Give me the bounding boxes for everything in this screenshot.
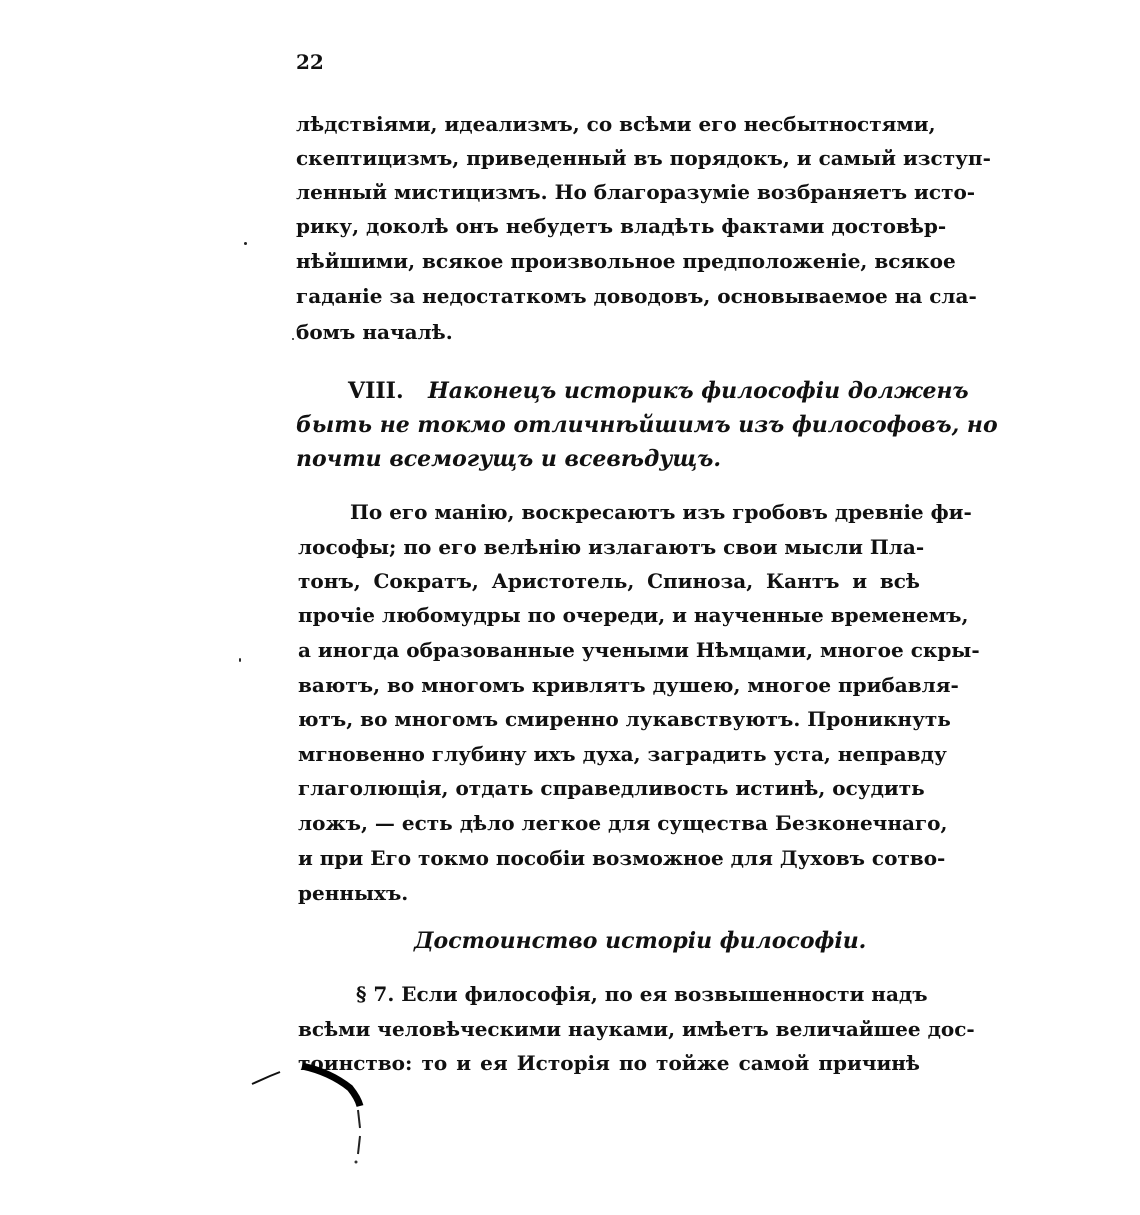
heading-numeral: VIII. [348, 378, 404, 404]
text-line: ютъ, во многомъ смиренно лукавствуютъ. Проникнуть [298, 707, 951, 731]
text-line: тонъ, Сократъ, Аристотель, Спиноза, Кантъ и всѣ [298, 569, 920, 593]
text-line: глаголющія, отдать справедливость истинѣ, осудить [298, 776, 925, 800]
text-line: По его манію, воскресаютъ изъ гробовъ древніе фи- [350, 500, 972, 524]
text-line: ложъ, — есть дѣло легкое для существа Безконечнаго, [298, 811, 948, 835]
heading-line: Наконецъ историкъ философіи долженъ [428, 378, 969, 404]
page-number: 22 [296, 50, 324, 74]
text-line: ваютъ, во многомъ кривлятъ душею, многое прибавля- [298, 673, 959, 697]
text-line: рику, доколѣ онъ небудетъ владѣть фактами достовѣр- [296, 214, 947, 238]
text-line: мгновенно глубину ихъ духа, заградить уста, неправду [298, 742, 947, 766]
text-line: лософы; по его велѣнію излагаютъ свои мысли Пла- [298, 535, 925, 559]
ink-speck [292, 338, 294, 340]
text-line: всѣми человѣческими науками, имѣетъ величайшее дос- [298, 1017, 975, 1041]
text-line: нѣйшими, всякое произвольное предположеніе, всякое [296, 249, 956, 273]
section-title: Достоинство исторіи философіи. [414, 928, 867, 954]
text-line: гаданіе за недостаткомъ доводовъ, основываемое на сла- [296, 284, 977, 308]
heading-line: быть не токмо отличнѣйшимъ изъ философовъ, но [296, 412, 998, 438]
text-line: бомъ началѣ. [296, 320, 453, 344]
text-line: ленный мистицизмъ. Но благоразуміе возбраняетъ исто- [296, 180, 976, 204]
text-line: скептицизмъ, приведенный въ порядокъ, и самый изступ- [296, 146, 991, 170]
text-line: § 7. Если философія, по ея возвышенности надъ [356, 982, 928, 1006]
text-line: а иногда образованные учеными Нѣмцами, многое скры- [298, 638, 980, 662]
heading-line: почти всемогущъ и всевѣдущъ. [296, 446, 722, 472]
text-line: ренныхъ. [298, 881, 409, 905]
ink-smudge [250, 1058, 380, 1168]
ink-speck [239, 658, 241, 662]
text-line: прочіе любомудры по очереди, и наученные временемъ, [298, 603, 969, 627]
text-line: тоинство: то и ея Исторія по тойже самой причинѣ [298, 1051, 920, 1075]
ink-speck [244, 242, 247, 245]
text-line: лѣдствіями, идеализмъ, со всѣми его несбытностями, [296, 112, 936, 136]
text-line: и при Его токмо пособіи возможное для Духовъ сотво- [298, 846, 946, 870]
